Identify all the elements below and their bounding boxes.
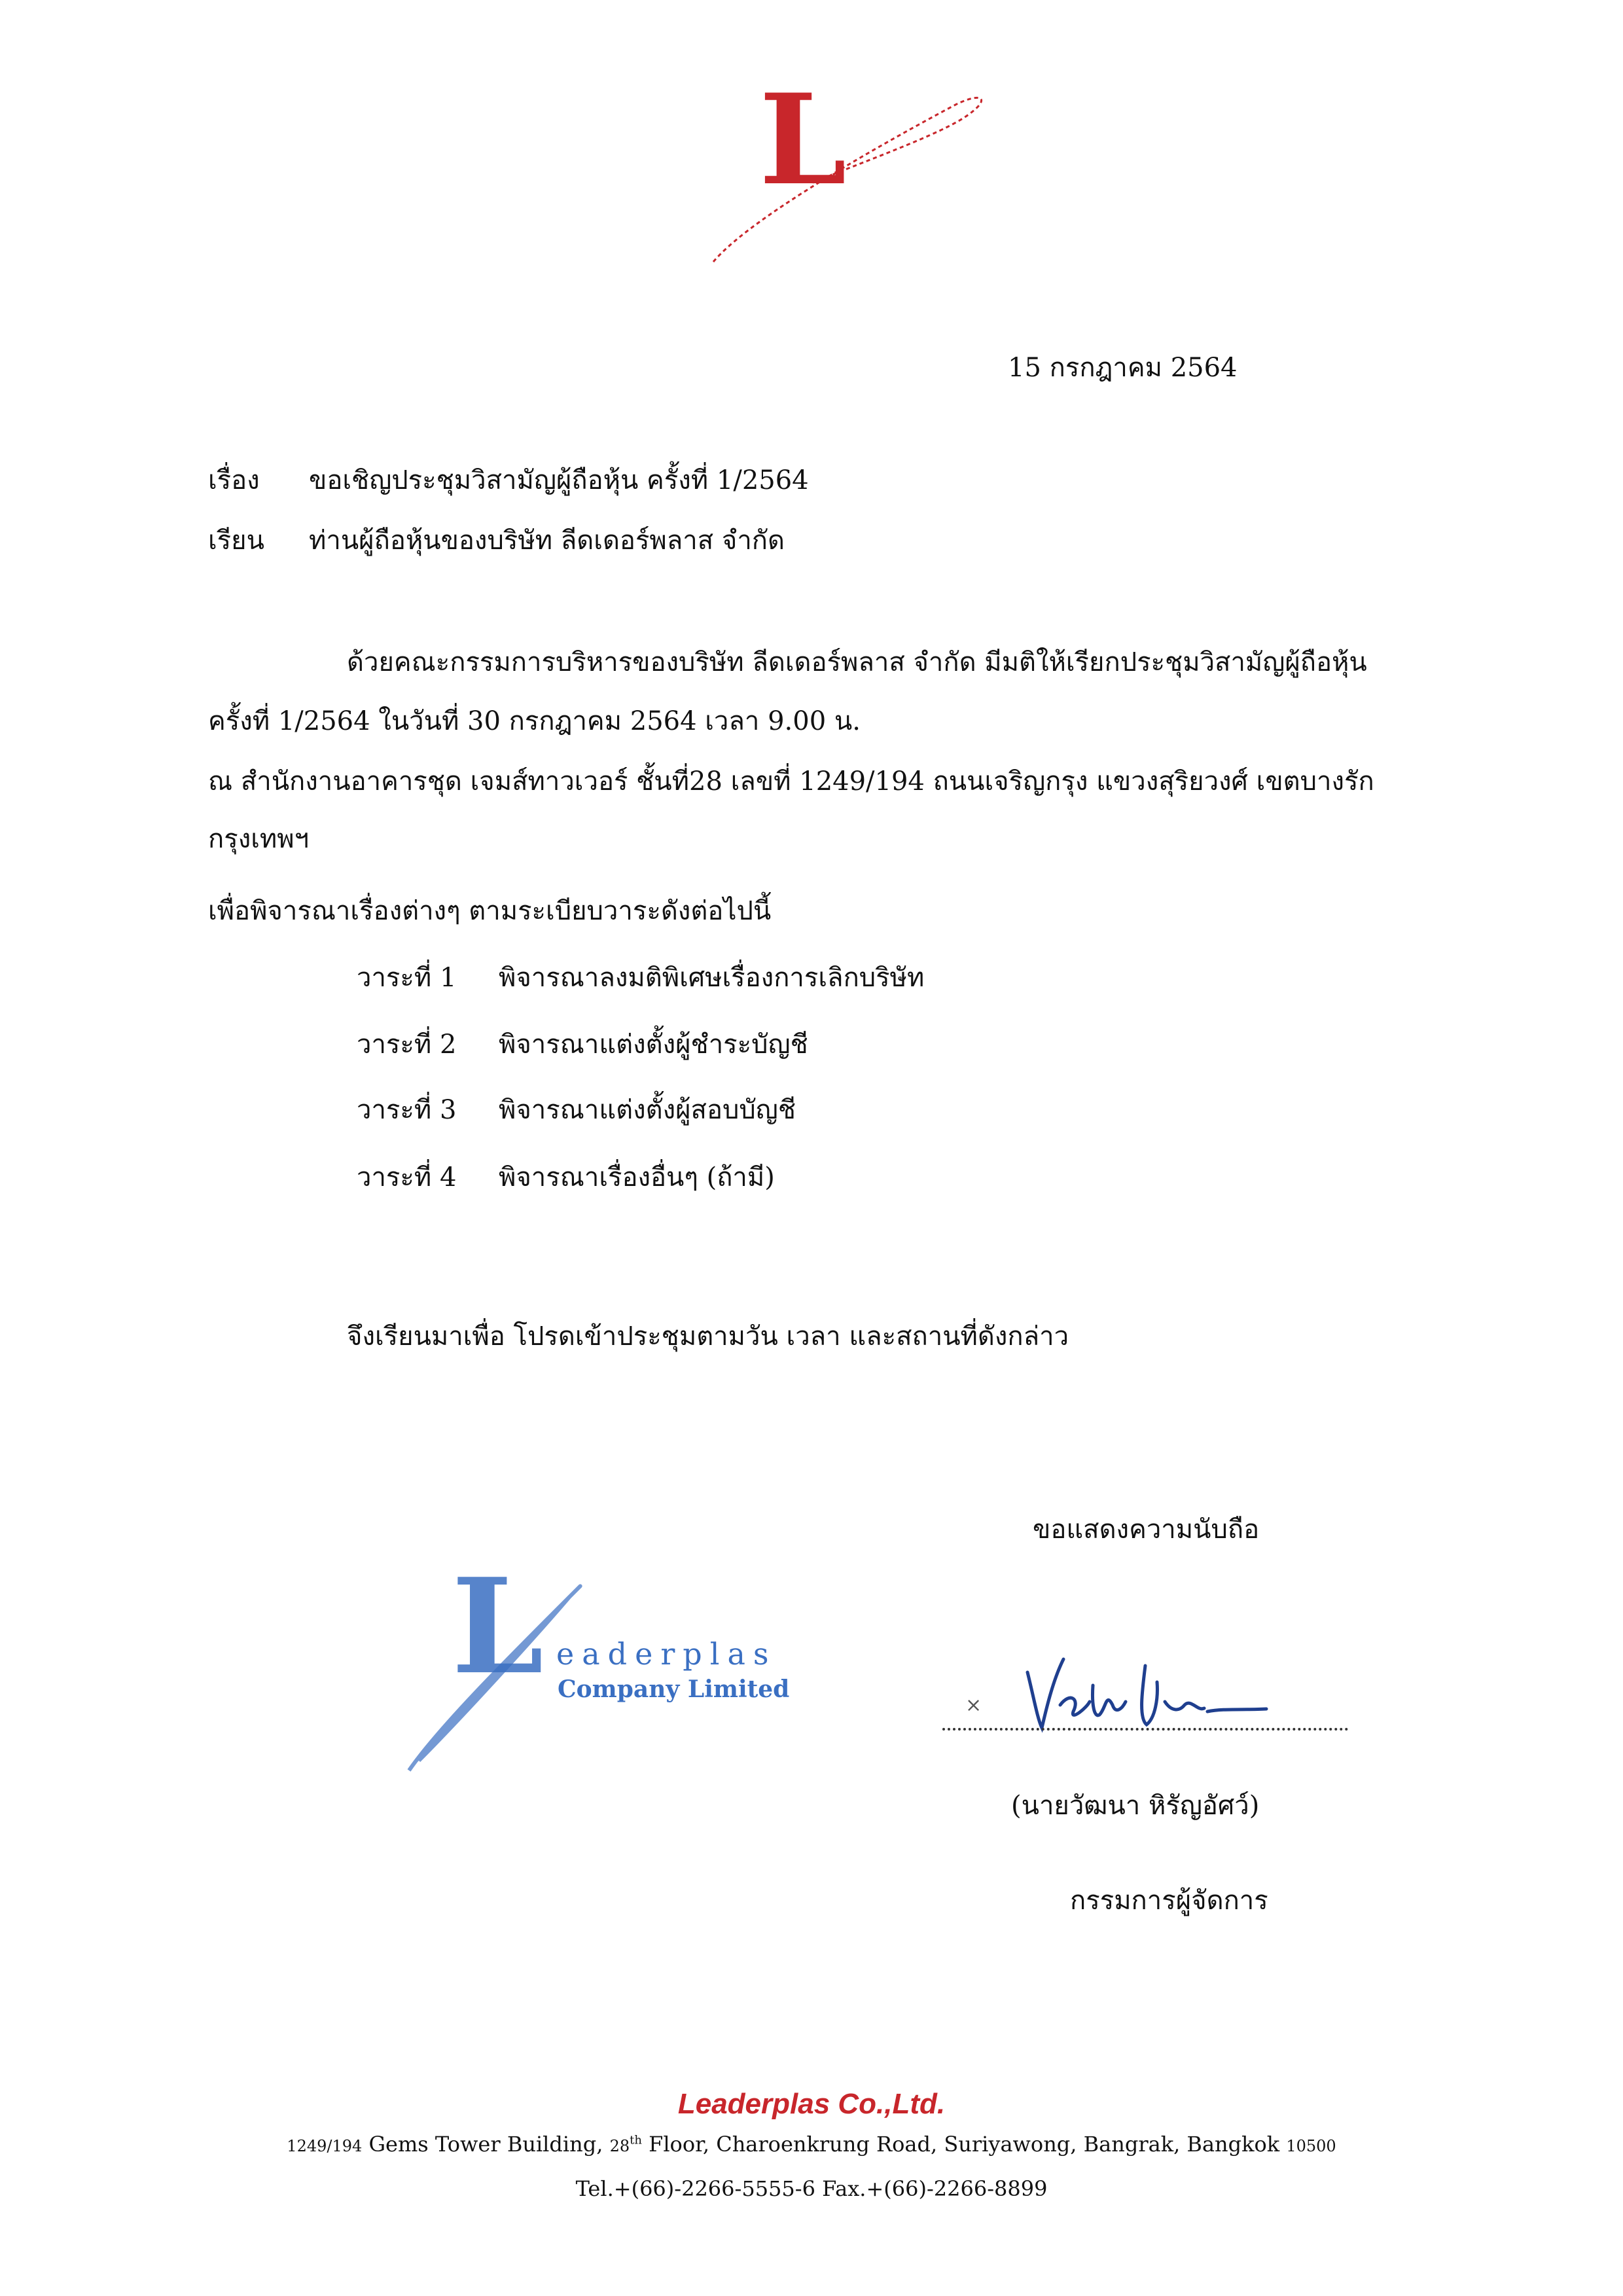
footer-address — [0, 2132, 1623, 2157]
footer-company-name: Leaderplas Co.,Ltd. — [677, 2088, 946, 2120]
body-paragraph-2: ครั้งที่ 1/2564 ในวันที่ 30 กรกฎาคม 2564 เวลา 9.00 น. — [208, 706, 861, 736]
closing-regards: ขอแสดงความนับถือ — [1033, 1515, 1260, 1545]
logo-letter: L — [759, 85, 847, 213]
agenda-text: พิจารณาแต่งตั้งผู้สอบบัญชี — [499, 1095, 796, 1125]
subject-label: เรื่อง — [208, 465, 260, 495]
address-part-b: Floor, Charoenkrung Road, Suriyawong, Bangrak, Bangkok — [641, 2132, 1287, 2157]
body-paragraph-1: ด้วยคณะกรรมการบริหารของบริษัท ลีดเดอร์พลาส จำกัด มีมติให้เรียกประชุมวิสามัญผู้ถือหุ้น — [347, 647, 1367, 677]
agenda-text: พิจารณาแต่งตั้งผู้ชำระบัญชี — [499, 1030, 808, 1060]
agenda-label: วาระที่ 2 — [357, 1030, 457, 1060]
agenda-label: วาระที่ 4 — [357, 1162, 457, 1193]
address-number: 1249/194 — [287, 2137, 363, 2155]
stamp-company: Company Limited — [558, 1676, 790, 1703]
footer-phone-fax: Tel.+(66)-2266-5555-6 Fax.+(66)-2266-8899 — [575, 2176, 1048, 2201]
body-paragraph-4: กรุงเทพฯ — [208, 824, 310, 854]
agenda-text: พิจารณาลงมติพิเศษเรื่องการเลิกบริษัท — [499, 963, 925, 993]
signer-name: (นายวัฒนา หิรัญอัศว์) — [1011, 1791, 1260, 1821]
agenda-label: วาระที่ 1 — [357, 963, 457, 993]
postcode: 10500 — [1286, 2137, 1336, 2155]
signature-mark: × — [965, 1694, 982, 1717]
closing-paragraph: จึงเรียนมาเพื่อ โปรดเข้าประชุมตามวัน เวลา และสถานที่ดังกล่าว — [347, 1321, 1069, 1352]
body-paragraph-5: เพื่อพิจารณาเรื่องต่างๆ ตามระเบียบวาระดังต่อไปนี้ — [208, 896, 772, 926]
logo-swoosh — [713, 98, 982, 262]
agenda-text: พิจารณาเรื่องอื่นๆ (ถ้ามี) — [499, 1162, 775, 1193]
recipient-label: เรียน — [208, 526, 264, 556]
subject-text: ขอเชิญประชุมวิสามัญผู้ถือหุ้น ครั้งที่ 1/2564 — [309, 465, 809, 495]
letter-date: 15 กรกฎาคม 2564 — [1008, 353, 1238, 383]
signature-line — [942, 1728, 1348, 1731]
address-part-a: Gems Tower Building, — [362, 2132, 610, 2157]
agenda-label: วาระที่ 3 — [357, 1095, 457, 1125]
floor-suffix: th — [630, 2133, 642, 2147]
recipient-text: ท่านผู้ถือหุ้นของบริษัท ลีดเดอร์พลาส จำกัด — [309, 526, 785, 556]
company-logo — [694, 85, 995, 281]
body-paragraph-3: ณ สำนักงานอาคารชุด เจมส์ทาวเวอร์ ชั้นที่28 เลขที่ 1249/194 ถนนเจริญกรุง แขวงสุริยวงศ์ เขตบางรัก — [208, 766, 1374, 797]
floor-number: 28 — [609, 2137, 630, 2155]
handwritten-signature — [1008, 1646, 1283, 1738]
signer-title: กรรมการผู้จัดการ — [1070, 1886, 1268, 1916]
stamp-name: eaderplas — [556, 1636, 777, 1672]
stamp-letter: L — [452, 1551, 544, 1704]
